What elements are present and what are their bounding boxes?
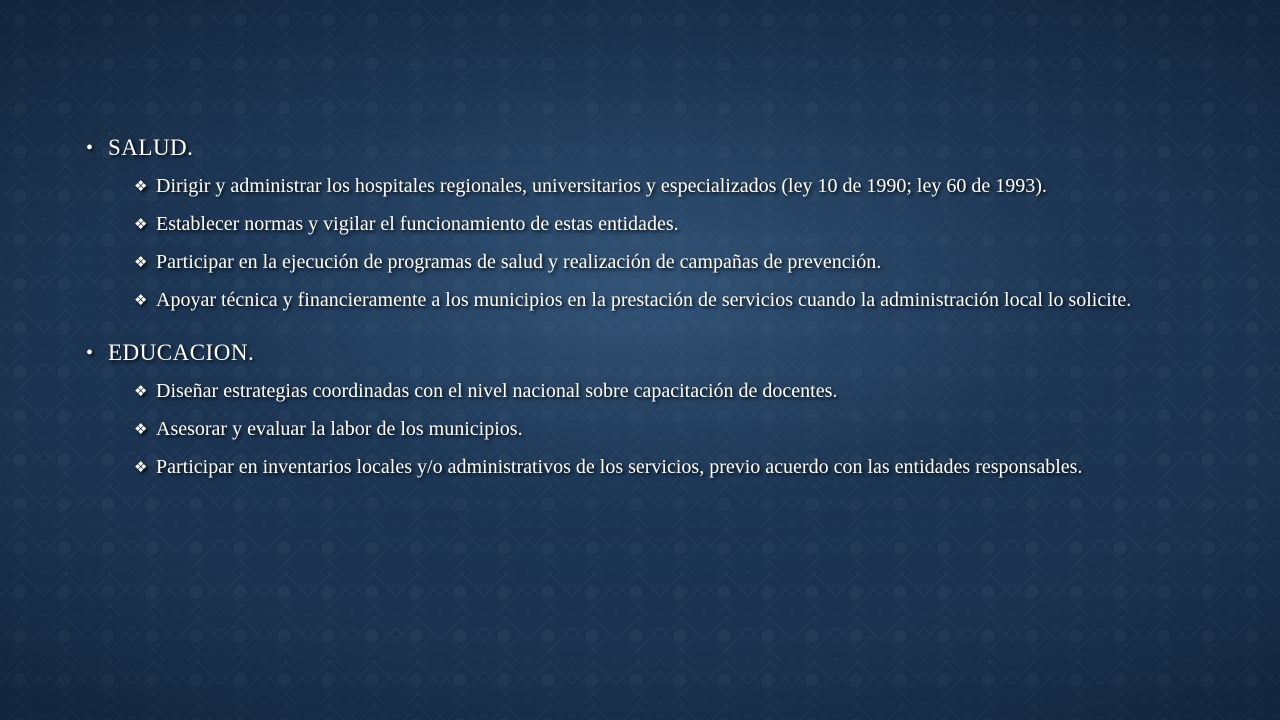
- bullet-list: [86, 375, 1152, 484]
- section-salud: [86, 132, 1152, 317]
- bullet-list: [86, 170, 1152, 317]
- list-item-text: Establecer normas y vigilar el funcionamiento de estas entidades.: [156, 213, 679, 235]
- round-bullet-icon: •: [86, 342, 94, 364]
- list-item-text: Dirigir y administrar los hospitales regionales, universitarios y especializados (ley 10 de 1990; ley 60 de 1993).: [156, 175, 1047, 197]
- diamond-bullet-icon: ❖: [134, 382, 148, 400]
- list-item-text: Participar en inventarios locales y/o administrativos de los servicios, previo acuerdo con las entidades responsables.: [156, 456, 1083, 478]
- list-item: [134, 451, 1152, 484]
- list-item-text: Apoyar técnica y financieramente a los municipios en la prestación de servicios cuando la administración local lo solicite.: [156, 289, 1132, 311]
- list-item: [134, 413, 1152, 446]
- section-title: SALUD.: [108, 135, 194, 160]
- section-educacion: [86, 337, 1152, 484]
- diamond-bullet-icon: ❖: [134, 458, 148, 476]
- section-heading: [86, 337, 1152, 369]
- diamond-bullet-icon: ❖: [134, 420, 148, 438]
- slide-content: [86, 132, 1152, 489]
- diamond-bullet-icon: ❖: [134, 291, 148, 309]
- list-item: [134, 208, 1152, 241]
- diamond-bullet-icon: ❖: [134, 253, 148, 271]
- section-heading: [86, 132, 1152, 164]
- list-item-text: Asesorar y evaluar la labor de los municipios.: [156, 418, 523, 440]
- round-bullet-icon: •: [86, 137, 94, 159]
- section-title: EDUCACION.: [108, 340, 255, 365]
- list-item: [134, 246, 1152, 279]
- list-item: [134, 375, 1152, 408]
- list-item-text: Diseñar estrategias coordinadas con el nivel nacional sobre capacitación de docentes.: [156, 380, 838, 402]
- list-item-text: Participar en la ejecución de programas de salud y realización de campañas de prevención.: [156, 251, 882, 273]
- list-item: [134, 284, 1152, 317]
- list-item: [134, 170, 1152, 203]
- diamond-bullet-icon: ❖: [134, 177, 148, 195]
- diamond-bullet-icon: ❖: [134, 215, 148, 233]
